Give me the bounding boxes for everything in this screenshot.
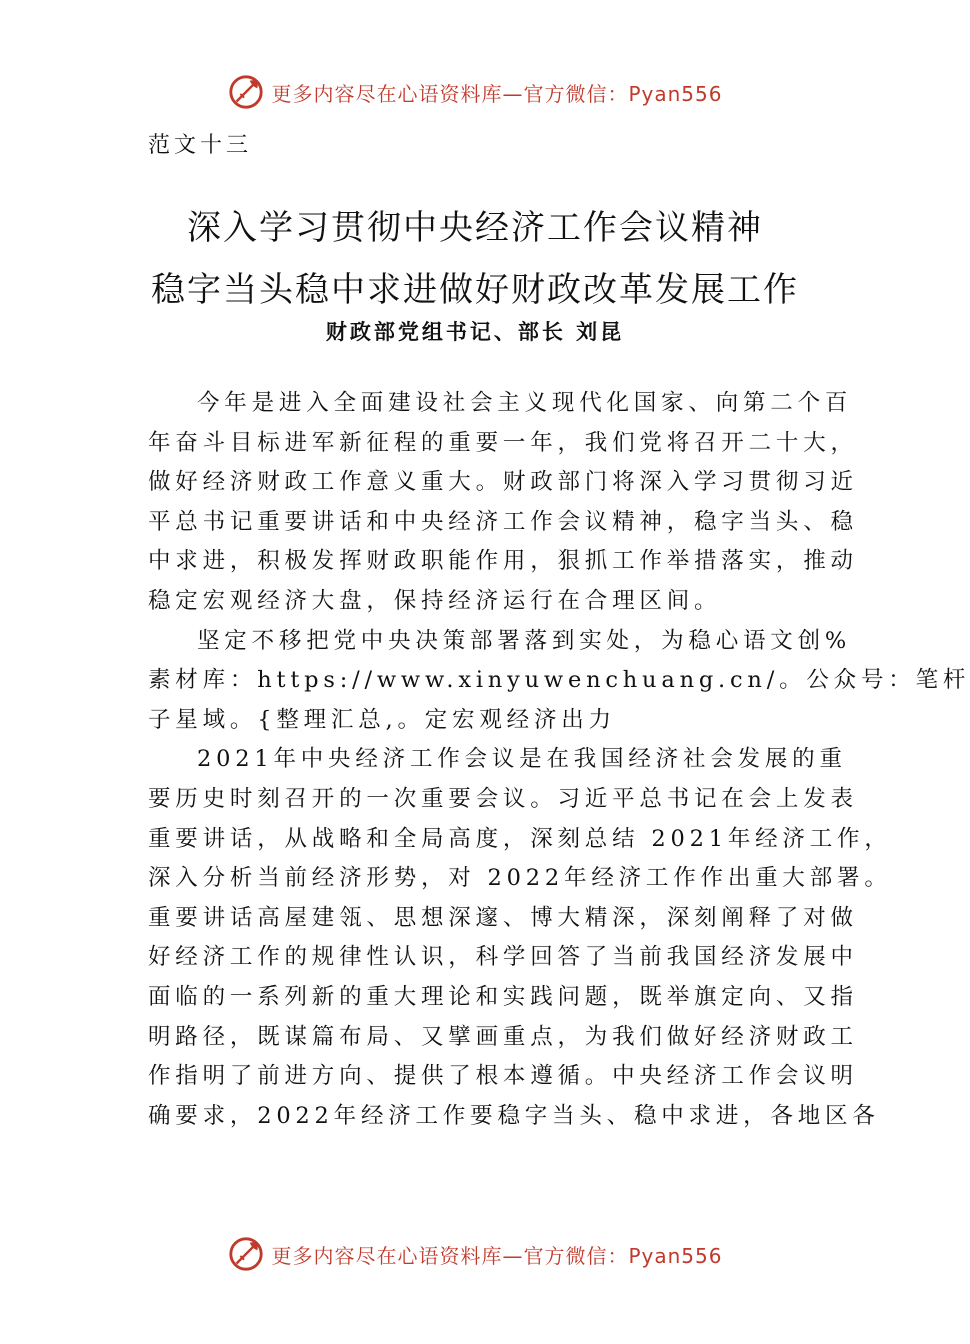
- body-line: 做好经济财政工作意义重大。财政部门将深入学习贯彻习近: [148, 469, 858, 496]
- body-line: 平总书记重要讲话和中央经济工作会议精神，稳字当头、稳: [148, 508, 858, 535]
- body-line: 中求进，积极发挥财政职能作用，狠抓工作举措落实，推动: [148, 548, 858, 575]
- body-line: 素材库：https://www.xinyuwenchuang.cn/。公众号：笔杆: [148, 667, 970, 694]
- footer-banner: [0, 1234, 950, 1274]
- body-line: 面临的一系列新的重大理论和实践问题，既举旗定向、又指: [148, 983, 858, 1010]
- body-line: 重要讲话高屋建瓴、思想深邃、博大精深，深刻阐释了对做: [148, 904, 858, 931]
- body-line: 子星域。{整理汇总,。定宏观经济出力: [148, 706, 616, 733]
- body-line: 2021年中央经济工作会议是在我国经济社会发展的重: [197, 746, 847, 773]
- body-line: 好经济工作的规律性认识，科学回答了当前我国经济发展中: [148, 944, 858, 971]
- document-title-line-1: 深入学习贯彻中央经济工作会议精神: [187, 208, 763, 248]
- document-author: 财政部党组书记、部长 刘昆: [325, 319, 625, 344]
- body-line: 要历史时刻召开的一次重要会议。习近平总书记在会上发表: [148, 785, 858, 812]
- header-banner: [0, 72, 950, 112]
- document-body: [148, 384, 970, 1136]
- body-line: 深入分析当前经济形势，对 2022年经济工作作出重大部署。: [148, 865, 892, 892]
- banner-text: 更多内容尽在心语资料库—官方微信：Pyan556: [271, 1243, 723, 1268]
- quill-logo-icon: [227, 1235, 265, 1273]
- body-line: 坚定不移把党中央决策部署落到实处，为稳心语文创%: [197, 627, 852, 654]
- body-line: 作指明了前进方向、提供了根本遵循。中央经济工作会议明: [148, 1063, 858, 1090]
- banner-text: 更多内容尽在心语资料库—官方微信：Pyan556: [271, 81, 723, 106]
- document-title-line-2: 稳字当头稳中求进做好财政改革发展工作: [151, 270, 799, 310]
- document-label: 范文十三: [148, 133, 253, 158]
- body-line: 确要求，2022年经济工作要稳字当头、稳中求进，各地区各: [148, 1102, 880, 1129]
- body-line: 稳定宏观经济大盘，保持经济运行在合理区间。: [148, 587, 722, 614]
- quill-logo-icon: [227, 73, 265, 111]
- body-line: 明路径，既谋篇布局、又擘画重点，为我们做好经济财政工: [148, 1023, 858, 1050]
- body-line: 年奋斗目标进军新征程的重要一年，我们党将召开二十大，: [148, 429, 858, 456]
- body-line: 重要讲话，从战略和全局高度，深刻总结 2021年经济工作，: [148, 825, 892, 852]
- body-line: 今年是进入全面建设社会主义现代化国家、向第二个百: [197, 390, 853, 416]
